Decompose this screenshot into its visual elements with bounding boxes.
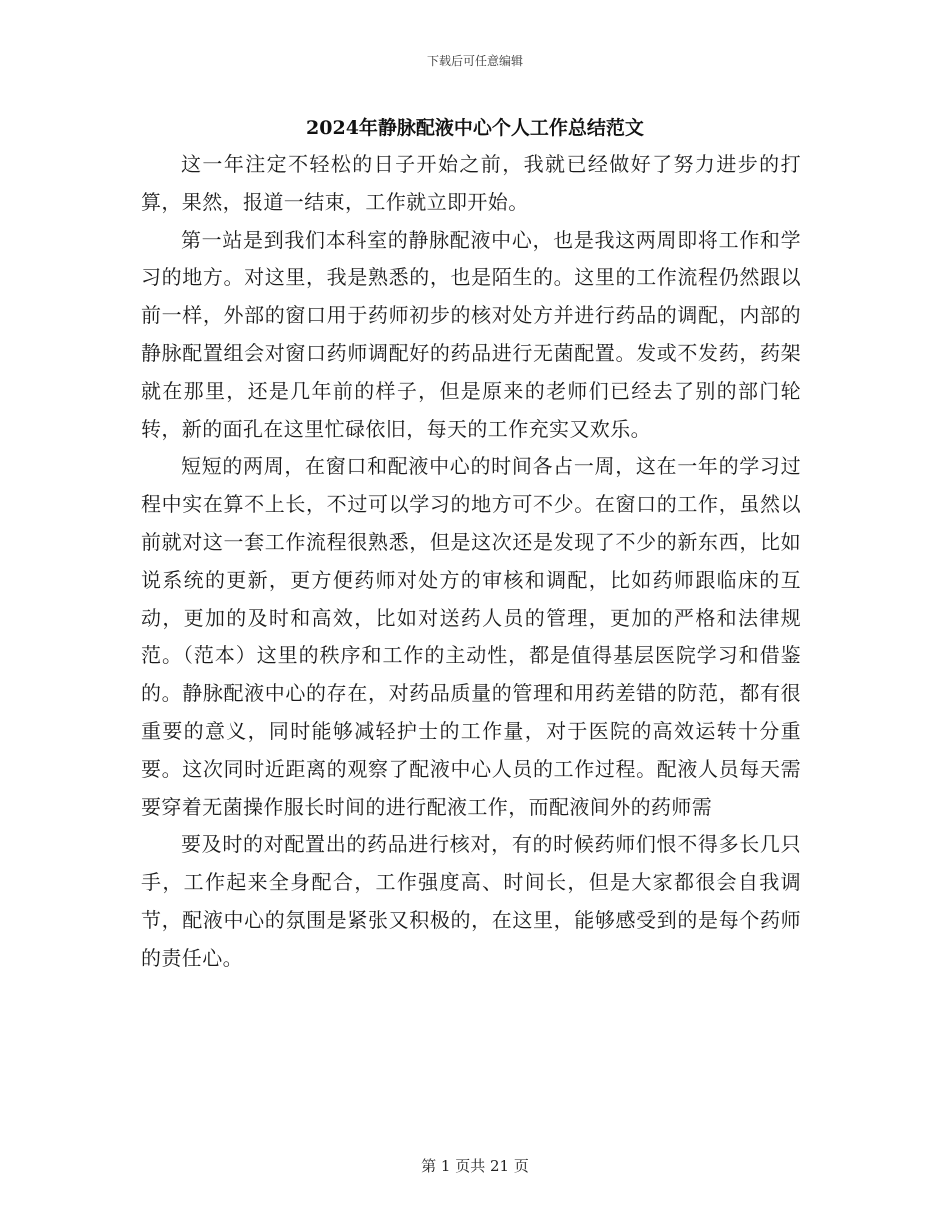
paragraph-4: 要及时的对配置出的药品进行核对，有的时候药师们恨不得多长几只手，工作起来全身配合，工作强度高、时间长，但是大家都很会自我调节，配液中心的氛围是紧张又积极的，在这里，能够感受到的是每个药师的责任心。 <box>141 832 801 970</box>
paragraph-1: 这一年注定不轻松的日子开始之前，我就已经做好了努力进步的打算，果然，报道一结束，工作就立即开始。 <box>141 152 801 214</box>
paragraph-2: 第一站是到我们本科室的静脉配液中心，也是我这两周即将工作和学习的地方。对这里，我是熟悉的，也是陌生的。这里的工作流程仍然跟以前一样，外部的窗口用于药师初步的核对处方并进行药品的调配，内部的静脉配置组会对窗口药师调配好的药品进行无菌配置。发或不发药，药架就在那里，还是几年前的样子，但是原来的老师们已经去了别的部门轮转，新的面孔在这里忙碌依旧，每天的工作充实又欢乐。 <box>141 227 801 441</box>
page-header-note: 下载后可任意编辑 <box>426 54 523 68</box>
document-title: 2024年静脉配液中心个人工作总结范文 <box>306 117 644 139</box>
page-number: 第 1 页共 21 页 <box>421 1157 529 1175</box>
document-body <box>141 146 801 978</box>
paragraph-3: 短短的两周，在窗口和配液中心的时间各占一周，这在一年的学习过程中实在算不上长，不过可以学习的地方可不少。在窗口的工作，虽然以前就对这一套工作流程很熟悉，但是这次还是发现了不少的新东西，比如说系统的更新，更方便药师对处方的审核和调配，比如药师跟临床的互动，更加的及时和高效，比如对送药人员的管理，更加的严格和法律规范。（范本）这里的秩序和工作的主动性，都是值得基层医院学习和借鉴的。静脉配液中心的存在，对药品质量的管理和用药差错的防范，都有很重要的意义，同时能够减轻护士的工作量，对于医院的高效运转十分重要。这次同时近距离的观察了配液中心人员的工作过程。配液人员每天需要穿着无菌操作服长时间的进行配液工作，而配液间外的药师需 <box>141 454 801 819</box>
